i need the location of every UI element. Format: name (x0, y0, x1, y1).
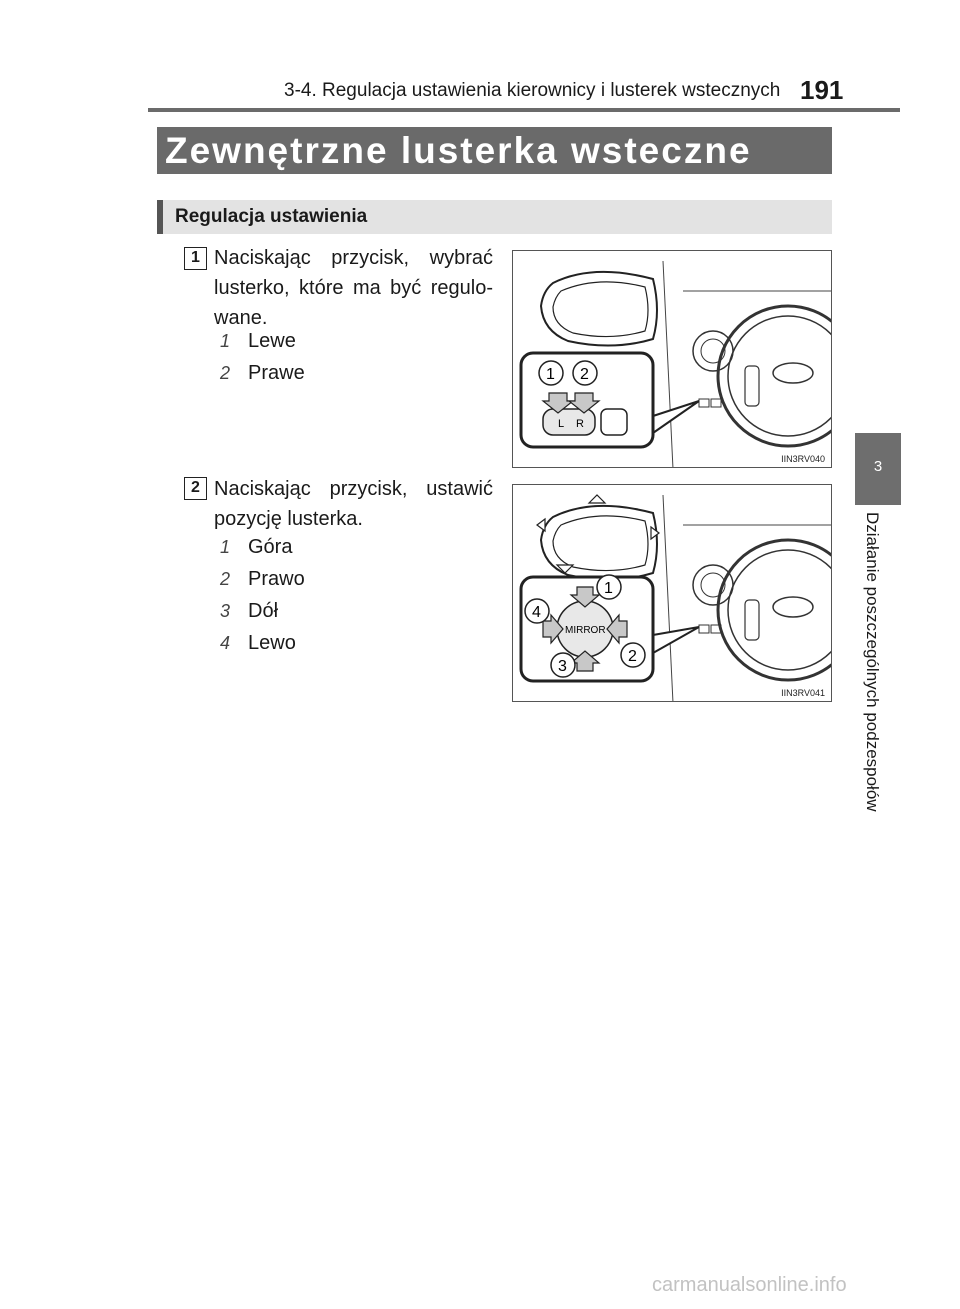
item-number: 4 (220, 633, 231, 653)
item-label: Prawo (248, 568, 305, 590)
step-2-item-4 (220, 632, 296, 655)
figure-mirror-adjust (512, 484, 832, 702)
callout-2: 2 (628, 648, 637, 665)
watermark: carmanualsonline.info (652, 1274, 847, 1296)
item-number: 2 (220, 363, 231, 383)
step-2-item-3 (220, 600, 278, 623)
page-number: 191 (800, 75, 844, 105)
callout-1: 1 (604, 580, 613, 597)
item-label: Lewo (248, 632, 296, 654)
button-label-l: L (558, 418, 565, 430)
step-2-text: Naciskając przycisk, ustawić pozycję lusterka. (214, 478, 493, 530)
step-2-item-1 (220, 536, 292, 559)
step-1-item-1 (220, 330, 296, 353)
item-number: 3 (220, 601, 231, 621)
subheading: Regulacja ustawienia (157, 200, 832, 234)
section-title: Zewnętrzne lusterka wsteczne (157, 127, 832, 174)
callout-4: 4 (532, 604, 541, 621)
item-number: 1 (220, 331, 231, 351)
callout-1: 1 (546, 366, 555, 383)
mirror-button-label: MIRROR (565, 625, 606, 636)
step-number-2: 2 (184, 477, 207, 500)
running-header: 3-4. Regulacja ustawienia kierownicy i lusterek wstecznych (284, 80, 781, 101)
mirror-select-illustration (513, 251, 832, 468)
chapter-tab-text: Działanie poszczególnych podzespołów (863, 512, 882, 812)
callout-3: 3 (558, 658, 567, 675)
step-2-item-2 (220, 568, 305, 591)
callout-2: 2 (580, 366, 589, 383)
item-label: Lewe (248, 330, 296, 352)
step-number-1: 1 (184, 247, 207, 270)
button-label-r: R (576, 418, 584, 430)
item-number: 1 (220, 537, 231, 557)
item-number: 2 (220, 569, 231, 589)
mirror-adjust-illustration (513, 485, 832, 702)
figure-code: IIN3RV041 (781, 688, 825, 698)
item-label: Prawe (248, 362, 305, 384)
header-rule (148, 108, 900, 112)
figure-mirror-select (512, 250, 832, 468)
step-1-text: Naciskając przycisk, wybrać lusterko, które ma być regulo-wane. (214, 247, 493, 329)
figure-code: IIN3RV040 (781, 454, 825, 464)
item-label: Dół (248, 600, 279, 622)
step-1-item-2 (220, 362, 305, 385)
item-label: Góra (248, 536, 293, 558)
chapter-tab: 3 (855, 433, 901, 505)
